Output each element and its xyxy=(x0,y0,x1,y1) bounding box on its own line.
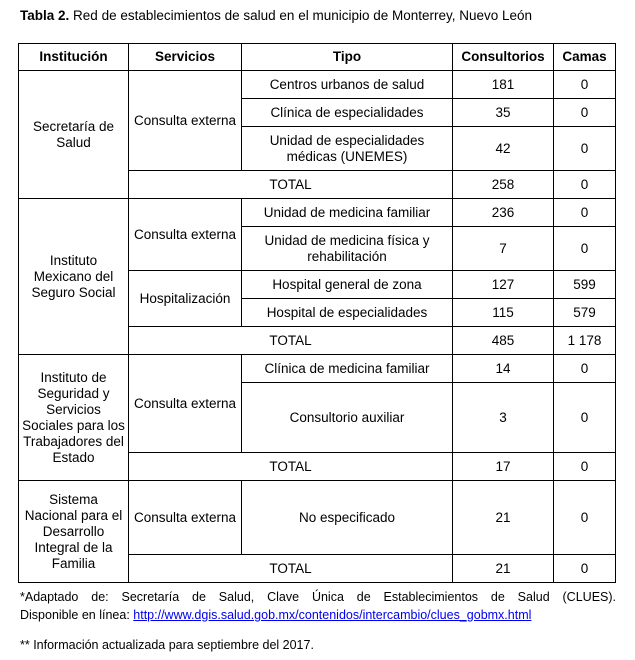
total-camas: 0 xyxy=(554,453,616,481)
consultorios-cell: 236 xyxy=(453,199,554,227)
service-cell: Consulta externa xyxy=(129,199,242,271)
table-row xyxy=(19,71,616,99)
table-row xyxy=(19,481,616,555)
camas-cell: 579 xyxy=(554,299,616,327)
camas-cell: 0 xyxy=(554,199,616,227)
tipo-cell: Unidad de especialidades médicas (UNEMES) xyxy=(242,127,453,171)
total-consultorios: 258 xyxy=(453,171,554,199)
institution-cell: Instituto de Seguridad y Servicios Sociales para los Trabajadores del Estado xyxy=(19,355,129,481)
tipo-cell: No especificado xyxy=(242,481,453,555)
total-camas: 0 xyxy=(554,555,616,583)
consultorios-cell: 3 xyxy=(453,383,554,453)
service-cell: Consulta externa xyxy=(129,71,242,171)
consultorios-cell: 127 xyxy=(453,271,554,299)
consultorios-cell: 35 xyxy=(453,99,554,127)
institution-cell: Sistema Nacional para el Desarrollo Integral de la Familia xyxy=(19,481,129,583)
source-prefix: Disponible en línea: xyxy=(20,608,134,622)
total-label: TOTAL xyxy=(129,555,453,583)
tipo-cell: Unidad de medicina física y rehabilitación xyxy=(242,227,453,271)
total-label: TOTAL xyxy=(129,453,453,481)
consultorios-cell: 42 xyxy=(453,127,554,171)
header-servicios: Servicios xyxy=(129,44,242,71)
source-citation: *Adaptado de: Secretaría de Salud, Clave Única de Establecimientos de Salud (CLUES). xyxy=(20,590,616,604)
service-cell: Hospitalización xyxy=(129,271,242,327)
institution-cell: Instituto Mexicano del Seguro Social xyxy=(19,199,129,355)
camas-cell: 0 xyxy=(554,383,616,453)
total-consultorios: 21 xyxy=(453,555,554,583)
table-row xyxy=(19,355,616,383)
consultorios-cell: 7 xyxy=(453,227,554,271)
camas-cell: 0 xyxy=(554,99,616,127)
health-establishments-table xyxy=(18,43,616,583)
total-consultorios: 17 xyxy=(453,453,554,481)
service-cell: Consulta externa xyxy=(129,481,242,555)
source-footnote xyxy=(20,588,616,624)
institution-cell: Secretaría de Salud xyxy=(19,71,129,199)
clues-link[interactable]: http://www.dgis.salud.gob.mx/contenidos/intercambio/clues_gobmx.html xyxy=(133,608,532,622)
total-label: TOTAL xyxy=(129,171,453,199)
caption-text: Red de establecimientos de salud en el municipio de Monterrey, Nuevo León xyxy=(73,8,533,23)
header-tipo: Tipo xyxy=(242,44,453,71)
tipo-cell: Consultorio auxiliar xyxy=(242,383,453,453)
camas-cell: 0 xyxy=(554,127,616,171)
header-institucion: Institución xyxy=(19,44,129,71)
total-consultorios: 485 xyxy=(453,327,554,355)
service-cell: Consulta externa xyxy=(129,355,242,453)
caption-label: Tabla 2. xyxy=(20,8,70,23)
camas-cell: 599 xyxy=(554,271,616,299)
total-camas: 1 178 xyxy=(554,327,616,355)
total-camas: 0 xyxy=(554,171,616,199)
table-row xyxy=(19,199,616,227)
tipo-cell: Unidad de medicina familiar xyxy=(242,199,453,227)
camas-cell: 0 xyxy=(554,481,616,555)
tipo-cell: Hospital general de zona xyxy=(242,271,453,299)
header-camas: Camas xyxy=(554,44,616,71)
camas-cell: 0 xyxy=(554,355,616,383)
consultorios-cell: 181 xyxy=(453,71,554,99)
tipo-cell: Clínica de especialidades xyxy=(242,99,453,127)
tipo-cell: Hospital de especialidades xyxy=(242,299,453,327)
camas-cell: 0 xyxy=(554,227,616,271)
tipo-cell: Clínica de medicina familiar xyxy=(242,355,453,383)
table-caption xyxy=(20,8,532,23)
header-row xyxy=(19,44,616,71)
header-consultorios: Consultorios xyxy=(453,44,554,71)
consultorios-cell: 21 xyxy=(453,481,554,555)
total-label: TOTAL xyxy=(129,327,453,355)
consultorios-cell: 14 xyxy=(453,355,554,383)
camas-cell: 0 xyxy=(554,71,616,99)
consultorios-cell: 115 xyxy=(453,299,554,327)
tipo-cell: Centros urbanos de salud xyxy=(242,71,453,99)
update-footnote: ** Información actualizada para septiembre del 2017. xyxy=(20,638,314,652)
